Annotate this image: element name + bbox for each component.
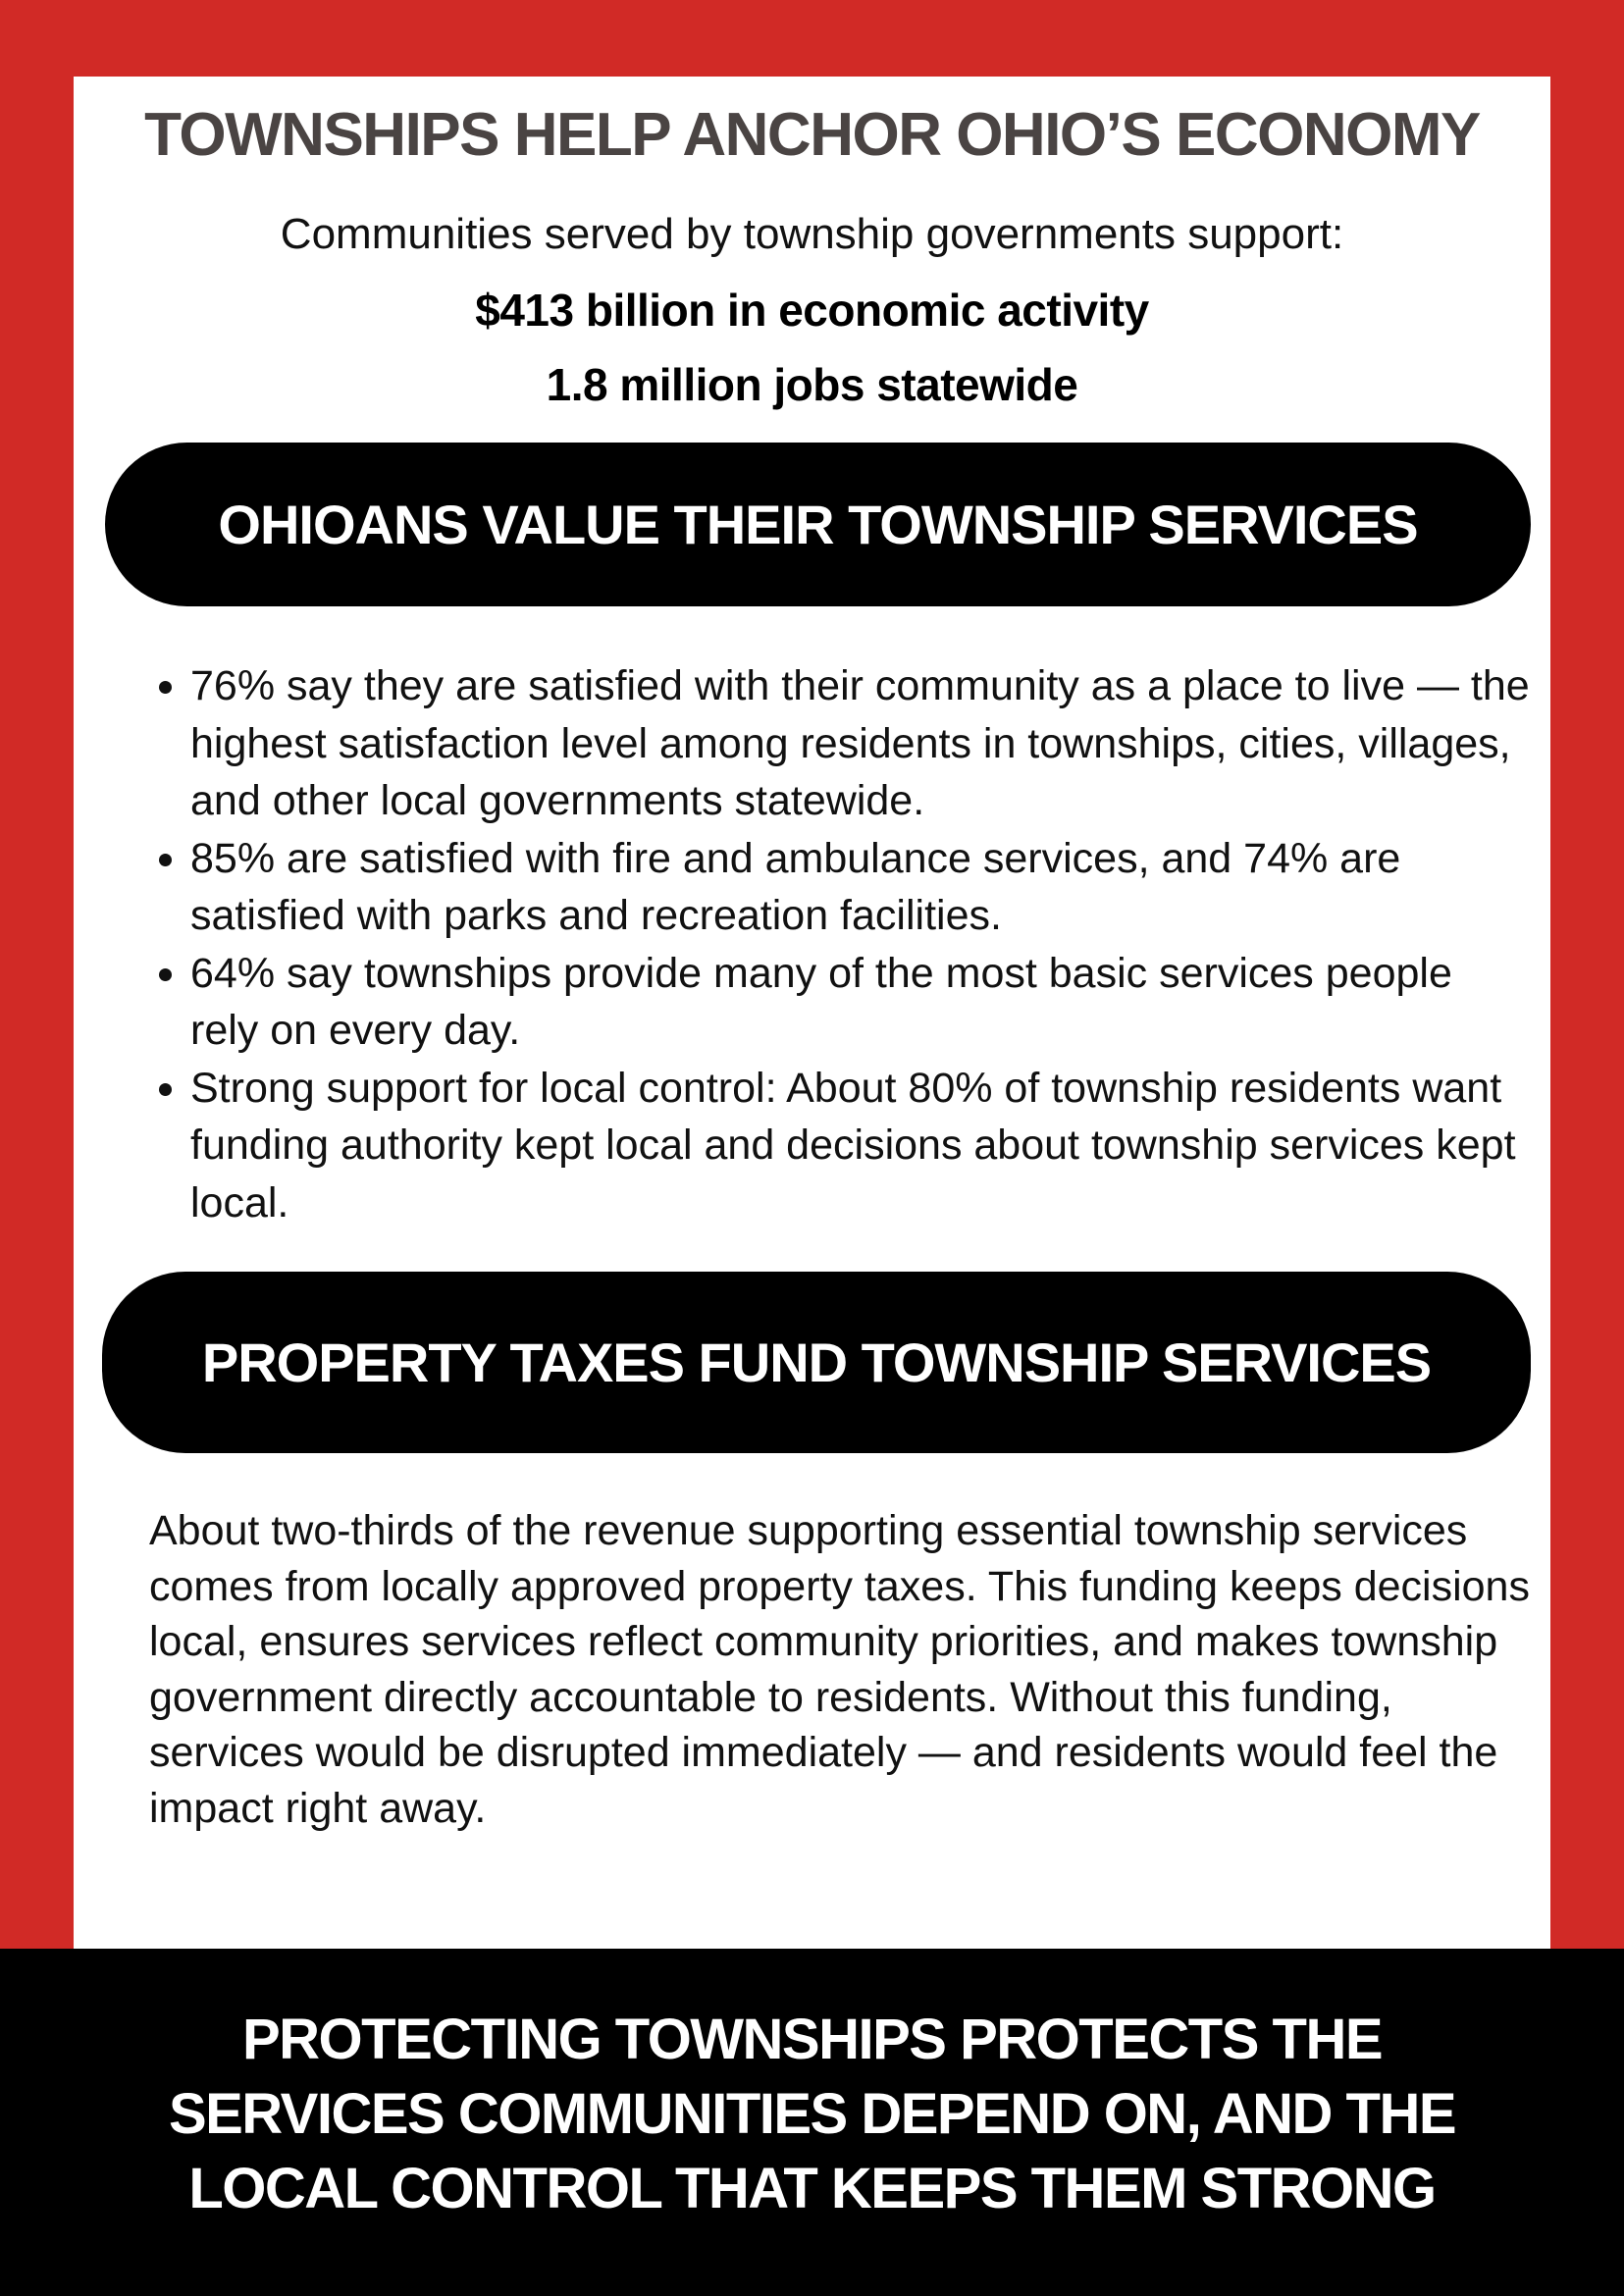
section-heading: OHIOANS VALUE THEIR TOWNSHIP SERVICES: [218, 494, 1418, 555]
footer-banner: [0, 1949, 1624, 2296]
body-content: [102, 657, 1531, 1836]
list-item: • 76% say they are satisfied with their community as a place to live — the highest satisfaction level among residents in townships, cities, villages, and other local governments statewide.: [190, 657, 1531, 830]
footer-line: PROTECTING TOWNSHIPS PROTECTS THE: [241, 2008, 1383, 2071]
section-heading-pill: [102, 1272, 1531, 1453]
section-heading-pill: [105, 443, 1531, 606]
subtitle: Communities served by township governments support:: [280, 210, 1344, 258]
stat-economic-activity: $413 billion in economic activity: [475, 285, 1149, 336]
list-item: • Strong support for local control: About 80% of township residents want funding authority kept local and decisions about township services kept local.: [190, 1060, 1531, 1232]
property-tax-paragraph: About two-thirds of the revenue supporting essential township services comes from locally approved property taxes. This funding keeps decisions local, ensures services reflect community priorities, and makes township government directly accountable to residents. Without this funding, services would be disrupted immediately — and residents would feel the impact right away.: [149, 1507, 1530, 1832]
footer-line: LOCAL CONTROL THAT KEEPS THEM STRONG: [188, 2157, 1436, 2220]
section-heading: PROPERTY TAXES FUND TOWNSHIP SERVICES: [201, 1331, 1432, 1393]
stat-jobs: 1.8 million jobs statewide: [546, 359, 1078, 410]
list-item: • 64% say townships provide many of the most basic services people rely on every day.: [190, 945, 1531, 1060]
survey-bullet-list: [102, 657, 1531, 1231]
page-title: TOWNSHIPS HELP ANCHOR OHIO’S ECONOMY: [144, 101, 1480, 169]
list-item: • 85% are satisfied with fire and ambulance services, and 74% are satisfied with parks and recreation facilities.: [190, 830, 1531, 945]
footer-line: SERVICES COMMUNITIES DEPEND ON, AND THE: [168, 2082, 1456, 2146]
